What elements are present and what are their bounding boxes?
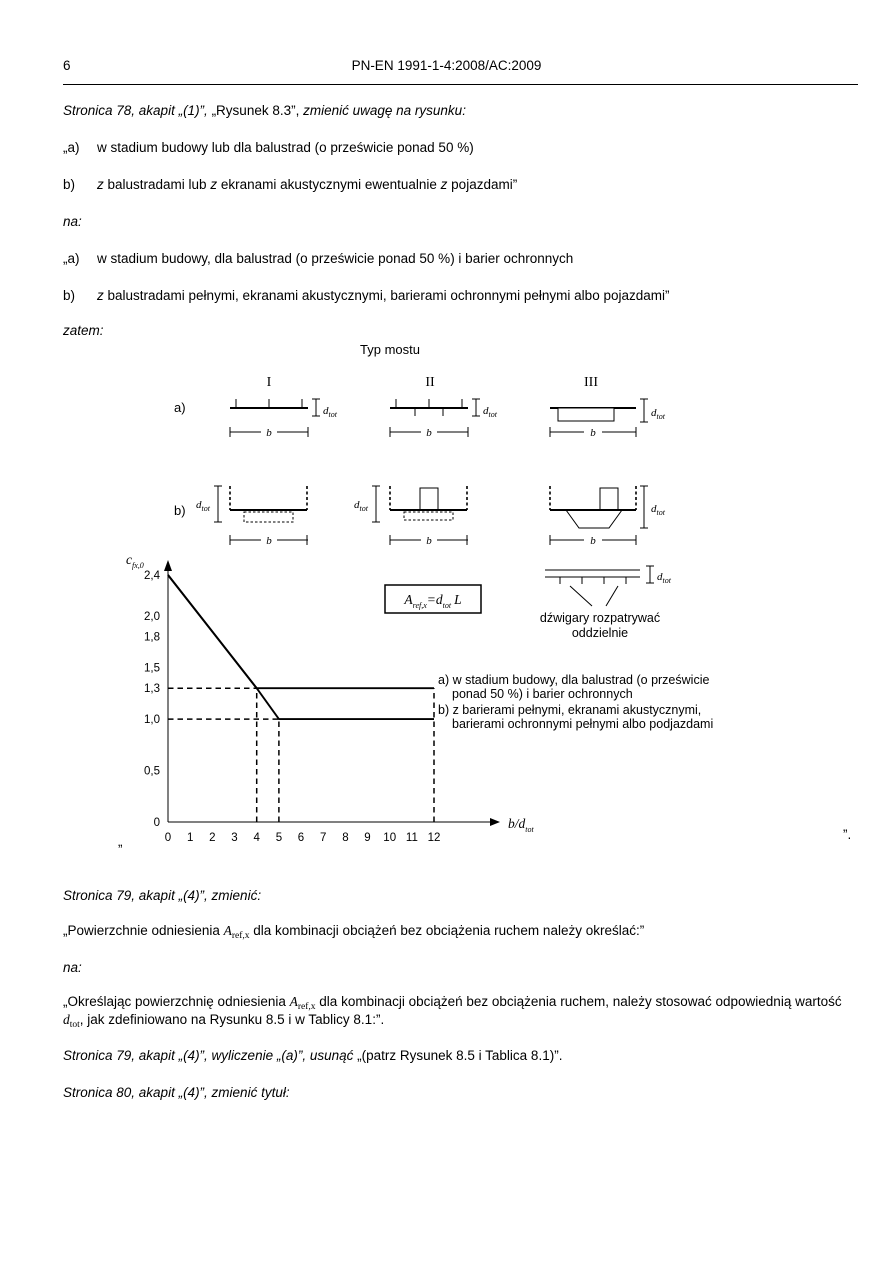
legend-a-line2: ponad 50 %) i barier ochronnych — [452, 687, 633, 701]
formula-aref: $A_{ref,x}=d_{tot}$ L — [404, 592, 462, 610]
b-dim-label: b — [266, 427, 272, 439]
row-b-label: b) — [174, 503, 186, 518]
y-tick-label: 1,3 — [144, 683, 160, 696]
vehicle — [600, 488, 618, 510]
figure-title: Typ mostu — [360, 342, 420, 357]
list-marker: b) — [63, 288, 76, 303]
list-text: w stadium budowy, dla balustrad (o prześwicie ponad 50 %) i barier ochronnych — [97, 251, 574, 266]
section-a-II — [390, 399, 498, 439]
y-tick-label: 0 — [153, 817, 160, 829]
x-tick-label: 3 — [231, 832, 238, 844]
list-marker: b) — [63, 177, 76, 192]
b-dim-label: b — [590, 427, 596, 439]
girders-note-line2: oddzielnie — [571, 626, 629, 640]
vehicle — [420, 488, 438, 510]
row-a-label: a) — [174, 400, 186, 415]
list-item-a-old — [63, 140, 858, 155]
girders-note-drawing — [540, 566, 672, 640]
section-b-I — [196, 486, 308, 547]
x-tick-label: 2 — [209, 832, 216, 844]
x-tick-label: 0 — [164, 832, 172, 844]
dtot-label: $d_{tot}$ — [651, 503, 665, 517]
y-tick-label: 0,5 — [144, 765, 160, 778]
x-axis-arrow — [490, 818, 500, 826]
bridge-type-III-label: III — [584, 375, 598, 390]
section-a-III — [550, 399, 666, 439]
bridge-type-I-label: I — [266, 375, 272, 390]
x-tick-label: 10 — [383, 832, 397, 844]
instruction-page80-title: Stronica 80, akapit „(4)”, zmienić tytuł: — [63, 1085, 290, 1100]
figure-open-quote: „ — [118, 834, 123, 849]
x-tick-label: 5 — [275, 832, 283, 844]
x-tick-label: 6 — [297, 832, 305, 844]
zatem-label: zatem: — [63, 323, 104, 338]
list-marker: „a) — [63, 251, 80, 266]
page-number: 6 — [63, 58, 71, 73]
y-axis-arrow — [164, 560, 172, 571]
list-text: z balustradami lub z ekranami akustycznymi ewentualnie z pojazdami” — [97, 177, 518, 192]
y-tick-label: 1,8 — [144, 631, 160, 644]
list-text: w stadium budowy lub dla balustrad (o prześwicie ponad 50 %) — [97, 140, 474, 155]
b-dim-label: b — [426, 427, 432, 439]
paragraph-new-text: „Określając powierzchnię odniesienia $A_{ref,x}$ dla kombinacji obciążeń bez obciążenia ruchem, należy stosować odpowiednią wartość $d_{tot}$, jak zdefiniowano na Rysunku 8.5 i w Tablicy 8.1:”. — [63, 994, 842, 1030]
list-text: z balustradami pełnymi, ekranami akustycznymi, barierami ochronnymi pełnymi albo pojazdami” — [97, 288, 670, 303]
instruction-page79-delete: Stronica 79, akapit „(4)”, wyliczenie „(a)”, usunąć „(patrz Rysunek 8.5 i Tablica 8.1)”. — [63, 1048, 563, 1063]
list-item-a-new — [63, 251, 858, 266]
y-tick-label: 2,4 — [144, 570, 160, 582]
na-separator-1: na: — [63, 214, 82, 229]
x-tick-label: 1 — [186, 832, 194, 844]
header-rule — [63, 84, 858, 85]
b-dim-label: b — [426, 535, 432, 547]
x-tick-label: 7 — [319, 832, 327, 844]
bridge-type-II-label: II — [425, 375, 435, 390]
legend-b-line2: barierami ochronnymi pełnymi albo podjazdami — [452, 717, 714, 731]
section-b-III — [550, 486, 666, 547]
x-tick-label: 11 — [405, 832, 418, 844]
dtot-label: $d_{tot}$ — [323, 405, 337, 419]
list-item-b-old — [63, 177, 858, 192]
paragraph-old-text: „Powierzchnie odniesienia $A_{ref,x}$ dla kombinacji obciążeń bez obciążenia ruchem należy określać:” — [63, 923, 645, 941]
dtot-label: $d_{tot}$ — [196, 499, 210, 513]
figure-close-quote: ”. — [843, 827, 852, 842]
y-axis-label: $c_{fx,0}$ — [126, 552, 144, 570]
section-a-I — [230, 399, 338, 439]
girders-note-line1: dźwigary rozpatrywać — [539, 611, 661, 625]
dtot-label: $d_{tot}$ — [657, 571, 671, 585]
y-tick-label: 1,5 — [144, 662, 160, 675]
list-marker: „a) — [63, 140, 80, 155]
y-tick-label: 2,0 — [144, 611, 160, 624]
b-dim-label: b — [590, 535, 596, 547]
x-tick-label: 9 — [364, 832, 371, 844]
x-tick-label: 8 — [342, 832, 349, 844]
b-dim-label: b — [266, 535, 272, 547]
formula-aref-box — [385, 585, 481, 613]
x-tick-label: 4 — [253, 832, 260, 844]
instruction-page79-change: Stronica 79, akapit „(4)”, zmienić: — [63, 888, 262, 903]
legend-b-line1: b) z barierami pełnymi, ekranami akustycznymi, — [438, 703, 702, 717]
instruction-page78: Stronica 78, akapit „(1)”, „Rysunek 8.3”, zmienić uwagę na rysunku: — [63, 103, 466, 118]
doc-code: PN-EN 1991-1-4:2008/AC:2009 — [351, 58, 542, 73]
figure-8-3 — [60, 340, 860, 865]
x-tick-label: 12 — [427, 832, 441, 844]
dtot-label: $d_{tot}$ — [483, 405, 497, 419]
dtot-label: $d_{tot}$ — [354, 499, 368, 513]
legend-a-line1: a) w stadium budowy, dla balustrad (o prześwicie — [438, 673, 710, 687]
x-axis-label: $b/d_{tot}$ — [508, 816, 534, 834]
list-item-b-new — [63, 288, 858, 303]
section-b-II — [354, 486, 468, 547]
dtot-label: $d_{tot}$ — [651, 407, 665, 421]
y-tick-label: 1,0 — [144, 714, 160, 727]
na-separator-2: na: — [63, 960, 82, 975]
